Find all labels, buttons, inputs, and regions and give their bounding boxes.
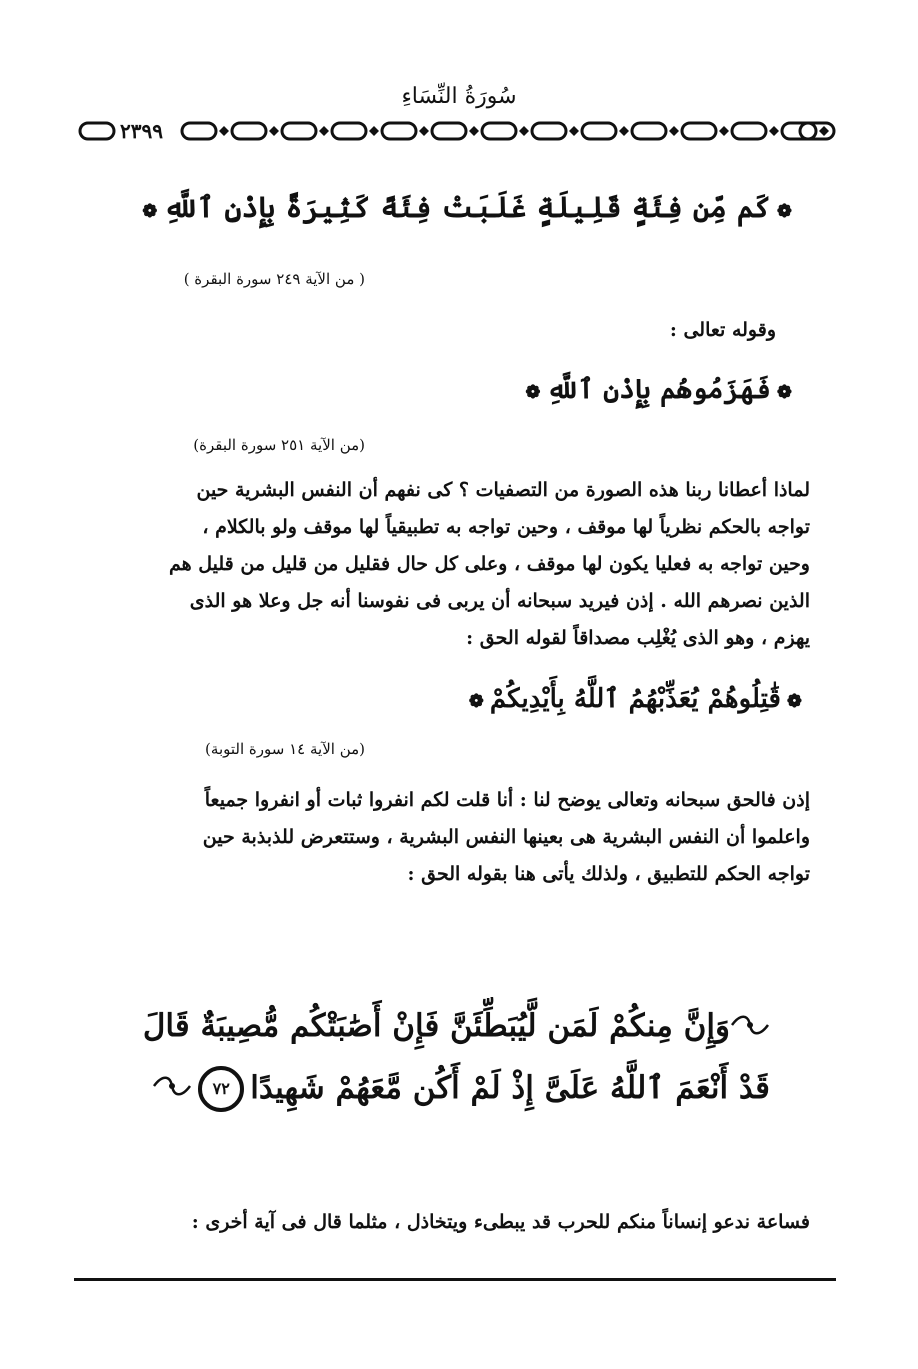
intro-line: وقوله تعالى : [669,319,776,341]
ornate-bracket-open-icon: ❁ [776,201,792,222]
page-header-ornament [78,118,838,144]
paragraph-line: الذين نصرهم الله . إذن فيريد سبحانه أن يربى فى نفوسنا أنه جل وعلا هو الذى [189,590,810,612]
quran-verse-1 [136,190,798,224]
verse-1-source: ( من الآية ٢٤٩ سورة البقرة ) [183,270,365,288]
ornate-bracket-close-icon: ❁ [142,201,158,222]
paragraph-line: إذن فالحق سبحانه وتعالى يوضح لنا : أنا قلت لكم انفروا ثبات أو انفروا جميعاً [204,789,810,811]
chain-ornament-icon [78,118,838,144]
main-verse-line-1: وَإِنَّ مِنكُمْ لَمَن لَّيُبَطِّئَنَّ فَإِنْ أَصَٰبَتْكُم مُّصِيبَةٌ قَالَ [142,1008,730,1044]
verse-2-source: (من الآية ٢٥١ سورة البقرة) [193,436,365,454]
ornate-bracket-close-icon: ❁ [525,382,541,403]
paragraph-line: واعلموا أن النفس البشرية هى بعينها النفس البشرية ، وستتعرض للذبذبة حين [202,826,810,848]
surah-title: سُورَةُ النِّسَاءِ [401,84,517,109]
verse-2-text: فَهَزَمُوهُم بِإِذْنِ ٱللَّهِ [546,374,771,405]
paragraph-line: وحين تواجه به فعليا يكون لها موقف ، وعلى كل حال فقليل من قليل من قليل هم [168,553,810,575]
verse-flourish-icon [152,1059,192,1119]
footer-rule [74,1278,836,1281]
verse-3-text: قَٰتِلُوهُمْ يُعَذِّبْهُمُ ٱللَّهُ بِأَيْدِيكُمْ [489,684,781,714]
paragraph-line: لماذا أعطانا ربنا هذه الصورة من التصفيات ؟ كى نفهم أن النفس البشرية حين [196,479,810,501]
verse-3-source: (من الآية ١٤ سورة التوبة) [205,740,365,758]
ornate-bracket-open-icon: ❁ [786,691,802,712]
ornate-bracket-open-icon: ❁ [776,382,792,403]
paragraph-line: تواجه الحكم للتطبيق ، ولذلك يأتى هنا بقوله الحق : [407,863,810,885]
verse-1-text: كَم مِّن فِئَةٍ قَلِيلَةٍ غَلَبَتْ فِئَةً كَثِيرَةً بِإِذْنِ ٱللَّهِ [163,190,771,224]
quran-verse-2 [519,374,798,405]
main-verse-line-2: قَدْ أَنْعَمَ ٱللَّهُ عَلَىَّ إِذْ لَمْ أَكُن مَّعَهُمْ شَهِيدًا [250,1069,770,1106]
paragraph-line: تواجه بالحكم نظرياً لها موقف ، وحين تواجه به تطبيقياً لها موقف ولو بالكلام ، [202,516,810,538]
closing-line: فساعة ندعو إنساناً منكم للحرب قد يبطىء ويتخاذل ، مثلما قال فى آية أخرى : [191,1211,810,1233]
paragraph-1 [94,472,810,657]
ayah-number-marker: ٧٢ [198,1066,244,1112]
main-quran-verse [142,996,770,1119]
verse-flourish-icon [730,998,770,1058]
paragraph-2 [94,782,810,893]
quran-verse-3 [463,684,808,714]
paragraph-line: يهزم ، وهو الذى يُغْلِب مصداقاً لقوله الحق : [466,627,810,649]
page-number: ٢٣٩٩ [120,119,163,143]
ornate-bracket-close-icon: ❁ [468,691,484,712]
